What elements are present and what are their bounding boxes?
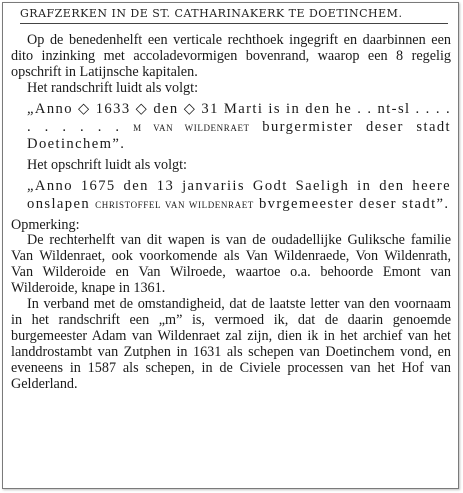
remark-label: Opmerking:: [11, 216, 80, 233]
paragraph-description: Op de benedenhelft een verticale rechthoek ingegrift en daarbinnen een dito inzinking met accoladevormigen bovenrand, waarop een 8 regelig opschrift in Latijnsche kapitalen.: [11, 32, 451, 80]
quote-randschrift-part1: „Anno ◇ 1633 ◇ den ◇ 31 Marti is in den he . . nt-sl . . . . . . . . . .: [27, 100, 451, 135]
paragraph-randschrift-intro: Het randschrift luidt als volgt:: [27, 79, 199, 96]
document-page: [2, 2, 459, 489]
quote-randschrift: [11, 101, 451, 153]
paragraph-conclusion: In verband met de omstandigheid, dat de laatste letter van den voornaam in het randschrift een „m” is, vermoed ik, dat de daarin genoemde burgemeester Adam van Wildenraet zal zijn, dien ik in het archief van het landdrostambt van Zutphen in 1631 als schepen van Doetinchem vond, en eveneens in 1587 als schepen, in de Civiele processen van het Hof van Gelderland.: [11, 296, 451, 392]
quote-opschrift-part1: „Anno 1675 den 13 janvariis Godt Saeligh in den heere onslapen: [27, 177, 451, 212]
page-header: GRAFZERKEN IN DE ST. CATHARINAKERK TE DOETINCHEM.: [20, 7, 448, 24]
quote-randschrift-part2: burgermister deser stadt Doetinchem”.: [27, 118, 451, 152]
quote-randschrift-name: m van wildenraet: [133, 118, 250, 134]
document-body: [11, 33, 451, 393]
quote-opschrift: [11, 178, 451, 213]
paragraph-family: De rechterhelft van dit wapen is van de oudadellijke Guliksche familie Van Wildenraet, ook voorkomende als Van Wildenraede, Von Wildenrath, Van Wilderoide en Van Wilroede, waartoe o.a. behoorde Emont van Wilderoide, knape in 1361.: [11, 232, 451, 297]
paragraph-opschrift-intro: Het opschrift luidt als volgt:: [27, 156, 187, 173]
quote-opschrift-name: christoffel van wildenraet: [95, 195, 254, 211]
quote-opschrift-part2: bvrgemeester deser stadt”.: [253, 195, 450, 212]
